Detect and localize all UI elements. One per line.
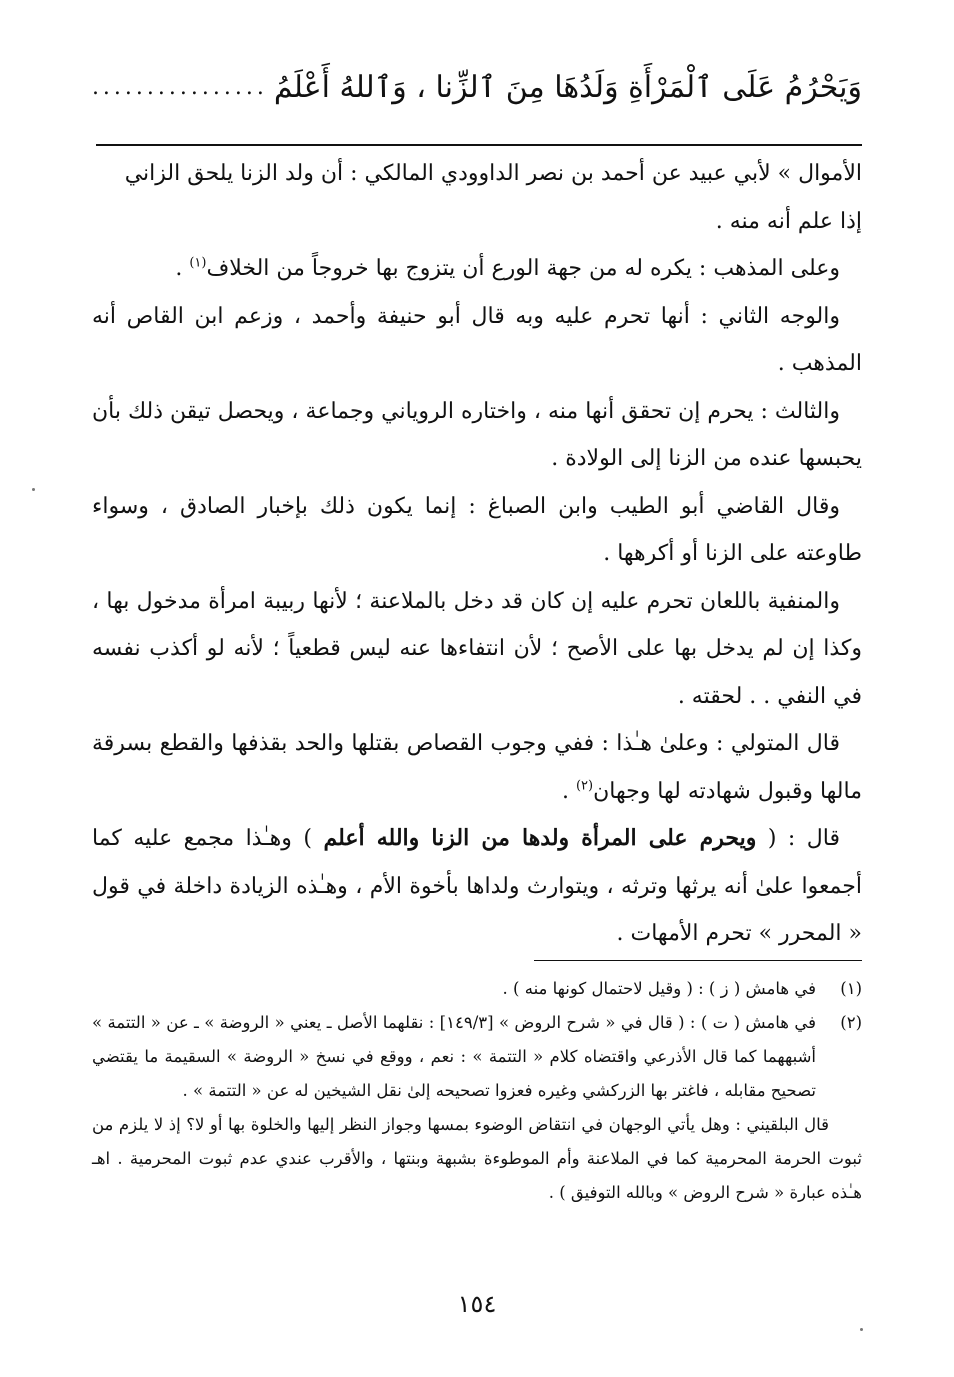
- paragraph-6: [92, 578, 862, 721]
- paragraph-1-line-2: إذا علم أنه منه .: [715, 208, 862, 234]
- matn-quote: ويحرم على المرأة ولدها من الزنا والله أعلم: [323, 825, 757, 851]
- footnote-2-number: (٢): [840, 1013, 862, 1032]
- main-text: [92, 150, 862, 958]
- footnote-1-text: في هامش ( ز ) : ( وقيل لاحتمال كونها منه ) .: [502, 979, 816, 998]
- paragraph-3: [92, 293, 862, 388]
- footnote-ref-2[interactable]: (٢): [575, 778, 594, 794]
- footnote-2-continuation: [92, 1108, 862, 1210]
- footnote-2-continuation-text: قال البلقيني : وهل يأتي الوجهان في انتقاض الوضوء بمسها وجواز النظر إليها والخلوة بها أو لا؟ إذ لا يلزم من ثبوت الحرمة المحرمية كما في الملاعنة وأم الموطوءة بشبهة وبنتها ، والأقرب عندي عدم ثبوت المحرمية . اهـ هـٰذه عبارة « شرح الروض » وبالله التوفيق ) .: [92, 1115, 862, 1202]
- paragraph-4-text: والثالث : يحرم إن تحقق أنها منه ، واختاره الروياني وجماعة ، ويحصل تيقن ذلك بأن يحبسها عنده من الزنا إلى الولادة .: [92, 398, 862, 471]
- footnotes: [92, 972, 862, 1210]
- paragraph-8-rest: ) وهـٰذا مجمع عليه كما أجمعوا علىٰ أنه يرثها وترثه ، ويتوارث ولداها بأخوة الأم ، وهـٰذه الزيادة داخلة في قول « المحرر » تحرم الأمهات .: [92, 826, 862, 946]
- paragraph-2: [92, 245, 862, 293]
- paragraph-2-end: .: [175, 256, 190, 281]
- paragraph-8: [92, 815, 862, 958]
- footnote-ref-1[interactable]: (١): [189, 255, 207, 271]
- paragraph-6-text: والمنفية باللعان تحرم عليه إن كان قد دخل بالملاعنة ؛ لأنها ربيبة امرأة مدخول بها ، وكذا إن لم يدخل بها على الأصح ؛ لأن انتفاءها عنه ليس قطعياً ؛ لأنه لو أكذب نفسه في النفي . . لحقته .: [92, 588, 862, 709]
- paragraph-2-text: وعلى المذهب : يكره له من جهة الورع أن يتزوج بها خروجاً من الخلاف: [206, 256, 840, 281]
- paragraph-5-text: وقال القاضي أبو الطيب وابن الصباغ : إنما يكون ذلك بإخبار الصادق ، وسواء طاوعته على الزنا أو أكرهها .: [92, 493, 862, 566]
- page-number: ١٥٤: [457, 1290, 497, 1318]
- paragraph-1-line-1: الأموال » لأبي عبيد عن أحمد بن نصر الداوودي المالكي : أن ولد الزنا يلحق الزاني: [124, 161, 862, 186]
- scan-speck: [32, 488, 35, 491]
- header-dots: ................: [91, 75, 268, 100]
- paragraph-8-start: قال : (: [756, 826, 840, 851]
- running-header: [91, 70, 862, 105]
- paragraph-7: [92, 720, 862, 815]
- header-rule: [96, 144, 862, 146]
- footnote-2-text: في هامش ( ت ) : ( قال في « شرح الروض » [١٤٩/٣] : نقلهما الأصل ـ يعني « الروضة » ـ عن « التتمة » أشبههما كما قال الأذرعي واقتضاه كلام « التتمة » : نعم ، ووقع في نسخ « الروضة » السقيمة ما يقتضي تصحيح مقابله ، فاغتر بها الزركشي وغيره فعزوا تصحيحه إلىٰ نقل الشيخين له عن « التتمة » .: [92, 1013, 816, 1100]
- paragraph-5: [92, 483, 862, 578]
- paragraph-1: [92, 150, 862, 245]
- header-title: وَيَحْرُمُ عَلَى ٱلْمَرْأَةِ وَلَدُهَا مِنَ ٱلزِّنا ، وَٱللهُ أَعْلَمُ: [273, 70, 862, 105]
- footnote-1: [92, 972, 862, 1006]
- paragraph-7-text: قال المتولي : وعلىٰ هـٰذا : ففي وجوب القصاص بقتلها والحد بقذفها والقطع بسرقة مالها وقبول شهادته لها وجهان: [92, 731, 862, 804]
- paragraph-7-end: .: [561, 778, 576, 804]
- footnote-2: [92, 1006, 862, 1108]
- paragraph-4: [92, 388, 862, 483]
- paragraph-3-text: والوجه الثاني : أنها تحرم عليه وبه قال أبو حنيفة وأحمد ، وزعم ابن القاص أنه المذهب .: [92, 303, 862, 376]
- scan-speck: [860, 1328, 863, 1331]
- footnote-1-number: (١): [840, 979, 862, 998]
- footnote-separator: [534, 960, 862, 961]
